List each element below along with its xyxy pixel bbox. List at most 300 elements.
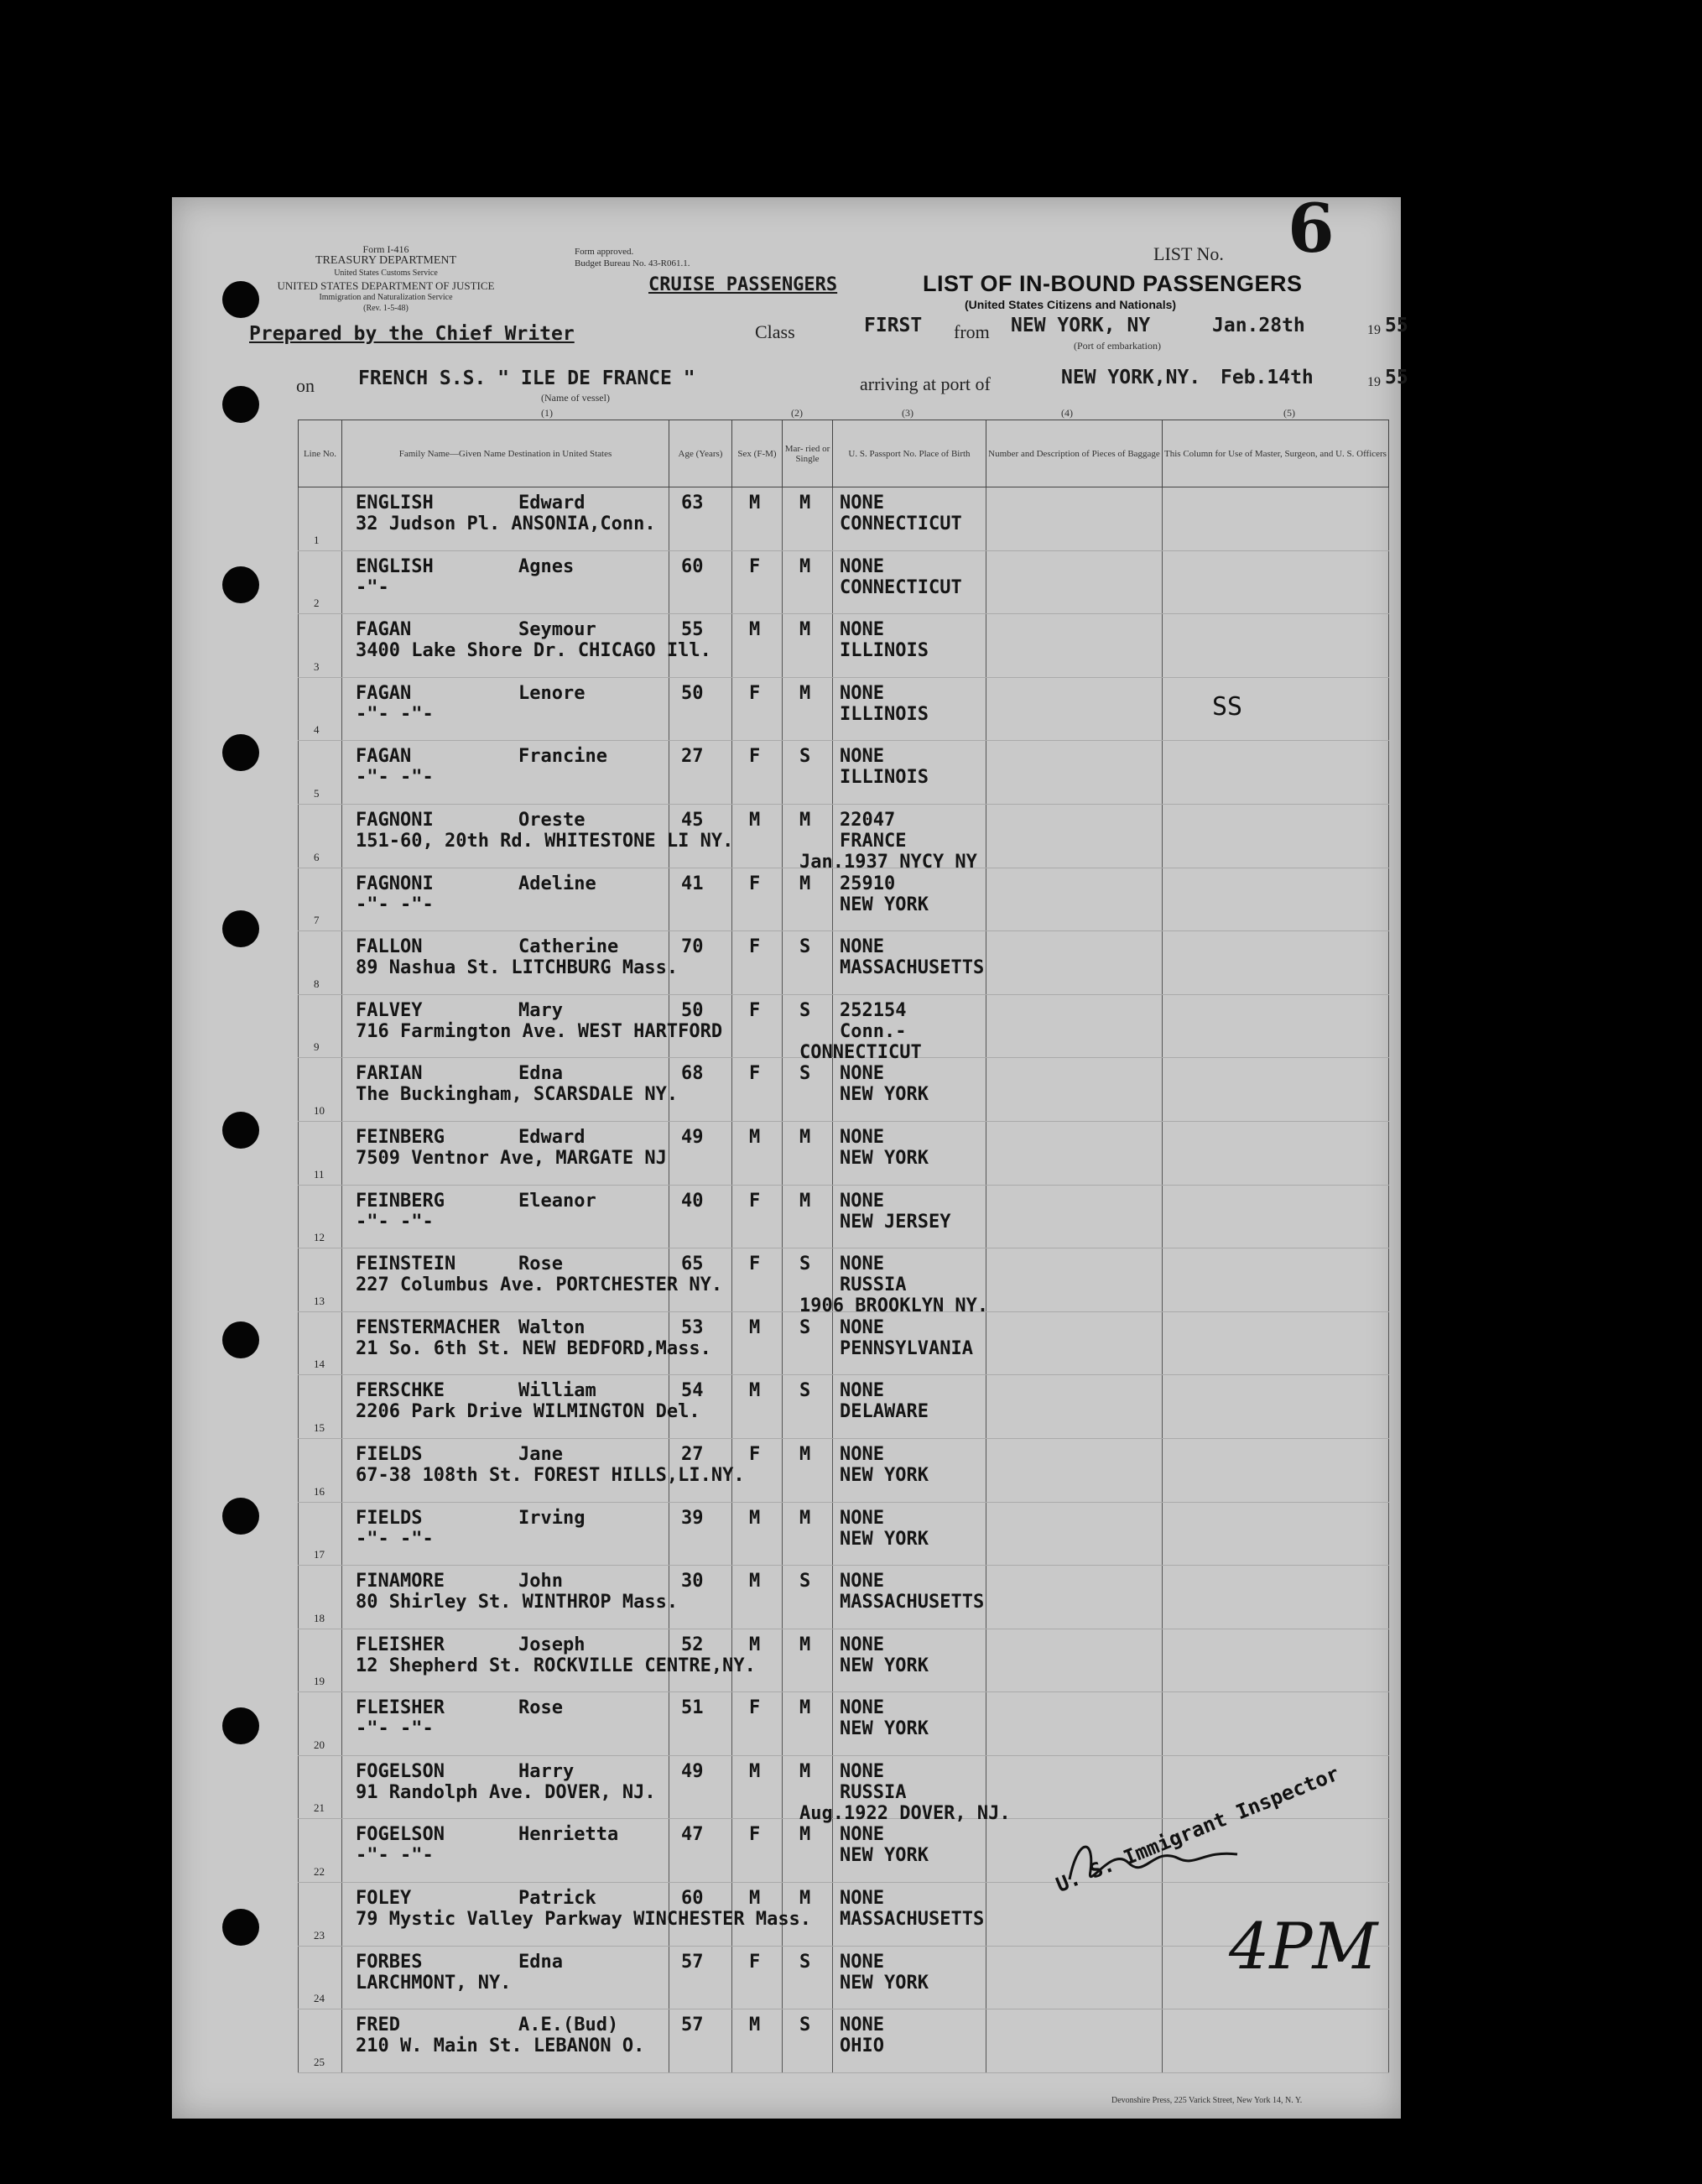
family-name: FOGELSON <box>356 1760 445 1782</box>
age-cell <box>669 1248 732 1312</box>
col-baggage: Number and Description of Pieces of Baggage <box>986 420 1163 487</box>
marital-cell <box>783 1502 833 1566</box>
sex-cell <box>732 994 783 1058</box>
given-name: Adeline <box>518 873 596 894</box>
marital-status: S <box>799 999 811 1021</box>
ss-mark: SS <box>1212 692 1243 722</box>
family-name: FENSTERMACHER <box>356 1316 501 1338</box>
passport-cell <box>833 487 986 551</box>
line-number: 12 <box>314 1231 325 1244</box>
passport-cell <box>833 1566 986 1629</box>
family-name: ENGLISH <box>356 555 434 577</box>
baggage-cell <box>986 868 1163 931</box>
place-of-birth: NEW YORK <box>840 1655 929 1676</box>
line-no-cell <box>299 1629 342 1692</box>
place-of-birth: MASSACHUSETTS <box>840 1592 985 1613</box>
passport-number: NONE <box>840 1443 884 1465</box>
sex-cell <box>732 1883 783 1947</box>
table-row <box>299 1946 1389 2009</box>
port-embarkation-caption: (Port of embarkation) <box>1074 340 1161 352</box>
passport-number: NONE <box>840 1063 884 1085</box>
age-cell <box>669 1883 732 1947</box>
place-of-birth: ILLINOIS <box>840 703 929 725</box>
class-value: FIRST <box>864 315 923 336</box>
marital-cell <box>783 868 833 931</box>
officers-cell <box>1163 1629 1389 1692</box>
age: 68 <box>681 1063 704 1085</box>
place-of-birth: MASSACHUSETTS <box>840 1909 985 1931</box>
marital-cell <box>783 614 833 678</box>
age: 63 <box>681 493 704 513</box>
passport-number: NONE <box>840 1507 884 1529</box>
age: 60 <box>681 555 704 577</box>
given-name: Lenore <box>518 682 586 704</box>
officers-cell <box>1163 487 1389 551</box>
name-cell <box>342 1755 669 1819</box>
age: 54 <box>681 1380 704 1402</box>
sex: M <box>749 493 761 513</box>
passport-cell <box>833 1058 986 1122</box>
sex: F <box>749 1951 761 1973</box>
line-no-cell <box>299 1185 342 1248</box>
officers-cell <box>1163 677 1389 741</box>
binder-hole <box>222 734 259 771</box>
family-name: FAGNONI <box>356 873 434 894</box>
passport-cell <box>799 1755 1011 1824</box>
sex: M <box>749 1760 761 1782</box>
given-name: Irving <box>518 1507 586 1529</box>
col-sex: Sex (F-M) <box>732 420 783 487</box>
passport-cell <box>833 677 986 741</box>
destination: 227 Columbus Ave. PORTCHESTER NY. <box>356 1274 723 1296</box>
destination: -"- <box>356 576 389 598</box>
class-label: Class <box>755 321 795 342</box>
line-no-cell <box>299 677 342 741</box>
family-name: FAGAN <box>356 746 412 768</box>
age: 27 <box>681 1443 704 1465</box>
line-no-cell <box>299 1566 342 1629</box>
passport-number: NONE <box>840 619 884 641</box>
line-number: 17 <box>314 1548 325 1561</box>
baggage-cell <box>986 1946 1163 2009</box>
sex: M <box>749 619 761 641</box>
age-cell <box>669 550 732 614</box>
passport-cell <box>833 614 986 678</box>
sex-cell <box>732 1438 783 1502</box>
given-name: John <box>518 1571 563 1592</box>
destination: 80 Shirley St. WINTHROP Mass. <box>356 1592 679 1613</box>
family-name: FIELDS <box>356 1443 423 1465</box>
table-row <box>299 1248 1389 1312</box>
line-no-cell <box>299 1883 342 1947</box>
passport-cell <box>833 868 986 931</box>
table-row <box>299 1185 1389 1248</box>
destination: LARCHMONT, NY. <box>356 1972 512 1994</box>
passport-number: NONE <box>840 1380 884 1402</box>
destination: -"- -"- <box>356 767 434 789</box>
age-cell <box>669 1629 732 1692</box>
table-row <box>299 614 1389 678</box>
table-row <box>299 1566 1389 1629</box>
family-name: FAGAN <box>356 682 412 704</box>
officers-cell <box>1163 1502 1389 1566</box>
destination: 32 Judson Pl. ANSONIA,Conn. <box>356 513 656 534</box>
departure-year: 55 <box>1385 315 1408 336</box>
line-no-cell <box>299 868 342 931</box>
port-of-embarkation: NEW YORK, NY <box>1011 315 1151 336</box>
sex: M <box>749 1507 761 1529</box>
table-row <box>299 1311 1389 1375</box>
sex: F <box>749 1443 761 1465</box>
passport-number: NONE <box>840 936 884 958</box>
sex-cell <box>732 804 783 868</box>
age: 47 <box>681 1824 704 1846</box>
marital-cell <box>783 1629 833 1692</box>
sex: M <box>749 809 761 831</box>
age: 60 <box>681 1888 704 1910</box>
destination: 7509 Ventnor Ave, MARGATE NJ <box>356 1147 667 1169</box>
table-row <box>299 1058 1389 1122</box>
line-no-cell <box>299 1375 342 1439</box>
marital-status: M <box>799 682 811 704</box>
age: 41 <box>681 873 704 894</box>
family-name: FEINSTEIN <box>356 1254 456 1275</box>
marital-status: M <box>799 1190 811 1212</box>
marital-cell <box>783 677 833 741</box>
place-of-birth: RUSSIA <box>840 1781 907 1803</box>
passport-number: 252154 <box>840 999 907 1021</box>
place-of-birth: NEW YORK <box>840 1845 929 1867</box>
destination: 79 Mystic Valley Parkway WINCHESTER Mass. <box>356 1909 812 1931</box>
destination: -"- -"- <box>356 894 434 915</box>
age: 49 <box>681 1126 704 1148</box>
binder-hole <box>222 1707 259 1744</box>
age-cell <box>669 1566 732 1629</box>
officers-cell <box>1163 1185 1389 1248</box>
age: 55 <box>681 619 704 641</box>
treasury-department: TREASURY DEPARTMENT <box>315 254 457 267</box>
marital-status: S <box>799 1571 811 1592</box>
prepared-by: Prepared by the Chief Writer <box>249 323 575 345</box>
col-passport-birthplace: U. S. Passport No. Place of Birth <box>833 420 986 487</box>
family-name: FERSCHKE <box>356 1380 445 1402</box>
inspector-stamp: U. S. Immigrant Inspector <box>1053 1761 1343 1897</box>
age-cell <box>669 1692 732 1756</box>
baggage-cell <box>986 487 1163 551</box>
col-name-destination: Family Name—Given Name Destination in United States <box>342 420 669 487</box>
sex: M <box>749 1126 761 1148</box>
line-no-cell <box>299 1755 342 1819</box>
given-name: Walton <box>518 1316 586 1338</box>
line-number: 4 <box>314 723 320 737</box>
line-number: 15 <box>314 1420 325 1434</box>
marital-cell <box>783 1121 833 1185</box>
departure-date: Jan.28th <box>1212 315 1305 336</box>
age-cell <box>669 1502 732 1566</box>
line-no-cell <box>299 2009 342 2073</box>
line-number: 8 <box>314 977 320 990</box>
passport-cell <box>833 1819 986 1883</box>
destination: 716 Farmington Ave. WEST HARTFORD <box>356 1020 723 1042</box>
binder-hole <box>222 1909 259 1946</box>
column-number: (5) <box>1283 407 1295 419</box>
line-number: 7 <box>314 914 320 927</box>
table-row <box>299 1502 1389 1566</box>
age-cell <box>669 1375 732 1439</box>
place-of-birth: NEW JERSEY <box>840 1211 951 1233</box>
name-cell <box>342 1058 679 1122</box>
line-number: 13 <box>314 1294 325 1307</box>
passport-number: NONE <box>840 1634 884 1655</box>
baggage-cell <box>986 1311 1163 1375</box>
binder-hole <box>222 566 259 603</box>
marital-status: M <box>799 1888 811 1910</box>
sex: M <box>749 1571 761 1592</box>
age: 45 <box>681 809 704 831</box>
passport-number: NONE <box>840 2015 884 2036</box>
marital-status: M <box>799 619 811 641</box>
sex-cell <box>732 1121 783 1185</box>
place-of-birth: ILLINOIS <box>840 767 929 789</box>
name-cell <box>342 1819 669 1883</box>
marital-cell <box>783 2009 833 2073</box>
line-no-cell <box>299 931 342 995</box>
given-name: Seymour <box>518 619 596 641</box>
marital-cell <box>783 1946 833 2009</box>
given-name: Harry <box>518 1760 575 1782</box>
destination: -"- -"- <box>356 1718 434 1740</box>
sex-cell <box>732 1629 783 1692</box>
line-number: 10 <box>314 1103 325 1117</box>
marital-status: M <box>799 493 811 513</box>
year-prefix-1: 19 <box>1367 323 1381 337</box>
passport-cell <box>833 1121 986 1185</box>
age: 70 <box>681 936 704 958</box>
place-of-birth: OHIO <box>840 2035 884 2057</box>
age-cell <box>669 487 732 551</box>
naturalization-note: Jan.1937 NYCY NY <box>799 851 977 873</box>
sex: F <box>749 999 761 1021</box>
place-of-birth: ILLINOIS <box>840 640 929 662</box>
sex-cell <box>732 931 783 995</box>
officers-cell <box>1163 1438 1389 1502</box>
given-name: Edward <box>518 493 586 513</box>
destination: -"- -"- <box>356 703 434 725</box>
marital-cell <box>783 487 833 551</box>
line-number: 23 <box>314 1928 325 1942</box>
given-name: Edna <box>518 1063 563 1085</box>
place-of-birth: CONNECTICUT <box>840 513 962 534</box>
family-name: FARIAN <box>356 1063 423 1085</box>
sex-cell <box>732 741 783 805</box>
name-cell <box>342 1121 669 1185</box>
officers-cell <box>1163 1375 1389 1439</box>
line-number: 5 <box>314 786 320 800</box>
age: 51 <box>681 1697 704 1719</box>
place-of-birth: DELAWARE <box>840 1401 929 1423</box>
place-of-birth: NEW YORK <box>840 1464 929 1486</box>
age-cell <box>669 1185 732 1248</box>
family-name: FEINBERG <box>356 1126 445 1148</box>
name-cell <box>342 1946 669 2009</box>
passport-cell <box>833 931 986 995</box>
name-cell <box>342 487 669 551</box>
age-cell <box>669 1058 732 1122</box>
sex: M <box>749 1888 761 1910</box>
passport-cell <box>799 994 986 1063</box>
marital-cell <box>783 931 833 995</box>
customs-service: United States Customs Service <box>334 268 438 278</box>
family-name: FOLEY <box>356 1888 412 1910</box>
marital-cell <box>783 1375 833 1439</box>
name-cell <box>342 931 679 995</box>
given-name: William <box>518 1380 596 1402</box>
passport-cell <box>799 1248 989 1317</box>
inspector-signature <box>1061 1829 1246 1896</box>
line-no-cell <box>299 741 342 805</box>
line-number: 18 <box>314 1611 325 1624</box>
passport-cell <box>833 1185 986 1248</box>
col-married: Mar- ried or Single <box>783 420 833 487</box>
line-number: 6 <box>314 850 320 863</box>
binder-hole <box>222 1498 259 1535</box>
age: 52 <box>681 1634 704 1655</box>
sex-cell <box>732 1755 783 1819</box>
age-cell <box>669 614 732 678</box>
officers-cell <box>1163 868 1389 931</box>
destination: 67-38 108th St. FOREST HILLS,LI.NY. <box>356 1464 745 1486</box>
line-no-cell <box>299 994 342 1058</box>
marital-status: M <box>799 555 811 577</box>
sex: F <box>749 1824 761 1846</box>
sex: F <box>749 682 761 704</box>
line-number: 25 <box>314 2055 325 2068</box>
name-cell <box>342 1502 669 1566</box>
officers-cell <box>1163 614 1389 678</box>
passport-number: NONE <box>840 1126 884 1148</box>
binder-hole <box>222 281 259 318</box>
marital-cell <box>783 550 833 614</box>
marital-status: S <box>799 1380 811 1402</box>
marital-cell <box>783 741 833 805</box>
table-row <box>299 1375 1389 1439</box>
given-name: Joseph <box>518 1634 586 1655</box>
line-number: 1 <box>314 533 320 546</box>
baggage-cell <box>986 1248 1163 1312</box>
list-number-label: LIST No. <box>1153 243 1224 264</box>
marital-status: S <box>799 2015 811 2036</box>
age-cell <box>669 1946 732 2009</box>
given-name: Catherine <box>518 936 619 958</box>
line-number: 3 <box>314 659 320 673</box>
sex: M <box>749 1316 761 1338</box>
naturalization-note: 1906 BROOKLYN NY. <box>799 1295 989 1317</box>
place-of-birth: FRANCE <box>840 830 907 852</box>
given-name: Rose <box>518 1697 563 1719</box>
marital-status: M <box>799 1443 811 1465</box>
given-name: Edna <box>518 1951 563 1973</box>
table-row <box>299 2009 1389 2073</box>
column-number: (2) <box>791 407 803 419</box>
table-row <box>299 1629 1389 1692</box>
name-cell <box>342 868 669 931</box>
baggage-cell <box>986 1692 1163 1756</box>
passport-cell <box>833 1438 986 1502</box>
budget-bureau: Budget Bureau No. 43-R061.1. <box>575 258 690 268</box>
sex-cell <box>732 677 783 741</box>
arrival-date: Feb.14th <box>1221 367 1314 388</box>
officers-cell <box>1163 741 1389 805</box>
passport-number: NONE <box>840 493 884 513</box>
marital-status: M <box>799 1824 811 1846</box>
vessel-name: FRENCH S.S. " ILE DE FRANCE " <box>358 367 695 389</box>
sex: M <box>749 2015 761 2036</box>
destination: -"- -"- <box>356 1211 434 1233</box>
line-no-cell <box>299 804 342 868</box>
age-cell <box>669 868 732 931</box>
baggage-cell <box>986 614 1163 678</box>
baggage-cell <box>986 1566 1163 1629</box>
sex-cell <box>732 868 783 931</box>
age: 53 <box>681 1316 704 1338</box>
destination: 210 W. Main St. LEBANON O. <box>356 2035 645 2057</box>
marital-status: M <box>799 1760 811 1782</box>
baggage-cell <box>986 1058 1163 1122</box>
marital-cell <box>783 1058 833 1122</box>
baggage-cell <box>986 1755 1163 1819</box>
sex-cell <box>732 1058 783 1122</box>
given-name: Jane <box>518 1443 563 1465</box>
passenger-manifest-sheet <box>172 189 1408 2119</box>
given-name: Patrick <box>518 1888 596 1910</box>
binder-hole <box>222 910 259 947</box>
binder-hole <box>222 1112 259 1149</box>
passport-number: NONE <box>840 555 884 577</box>
col-officers: This Column for Use of Master, Surgeon, and U. S. Officers <box>1163 420 1389 487</box>
sex-cell <box>732 614 783 678</box>
column-number: (4) <box>1061 407 1073 419</box>
family-name: FALVEY <box>356 999 423 1021</box>
line-no-cell <box>299 1502 342 1566</box>
baggage-cell <box>986 1121 1163 1185</box>
line-number: 24 <box>314 1992 325 2005</box>
name-cell <box>342 1692 669 1756</box>
baggage-cell <box>986 931 1163 995</box>
family-name: FINAMORE <box>356 1571 445 1592</box>
year-prefix-2: 19 <box>1367 375 1381 389</box>
arrival-port: NEW YORK,NY. <box>1061 367 1201 388</box>
form-title: LIST OF IN-BOUND PASSENGERS <box>923 271 1303 296</box>
family-name: FALLON <box>356 936 423 958</box>
line-no-cell <box>299 614 342 678</box>
marital-status: S <box>799 1063 811 1085</box>
age: 57 <box>681 2015 704 2036</box>
line-number: 21 <box>314 1801 325 1815</box>
age: 57 <box>681 1951 704 1973</box>
family-name: ENGLISH <box>356 493 434 513</box>
age-cell <box>669 1311 732 1375</box>
family-name: FAGNONI <box>356 809 434 831</box>
sex-cell <box>732 1566 783 1629</box>
marital-cell <box>783 1438 833 1502</box>
line-number: 2 <box>314 597 320 610</box>
baggage-cell <box>986 1502 1163 1566</box>
destination: 2206 Park Drive WILMINGTON Del. <box>356 1401 700 1423</box>
marital-status: S <box>799 746 811 768</box>
place-of-birth: RUSSIA <box>840 1274 907 1296</box>
printer-imprint: Devonshire Press, 225 Varick Street, New York 14, N. Y. <box>1111 2096 1303 2105</box>
baggage-cell <box>986 1629 1163 1692</box>
